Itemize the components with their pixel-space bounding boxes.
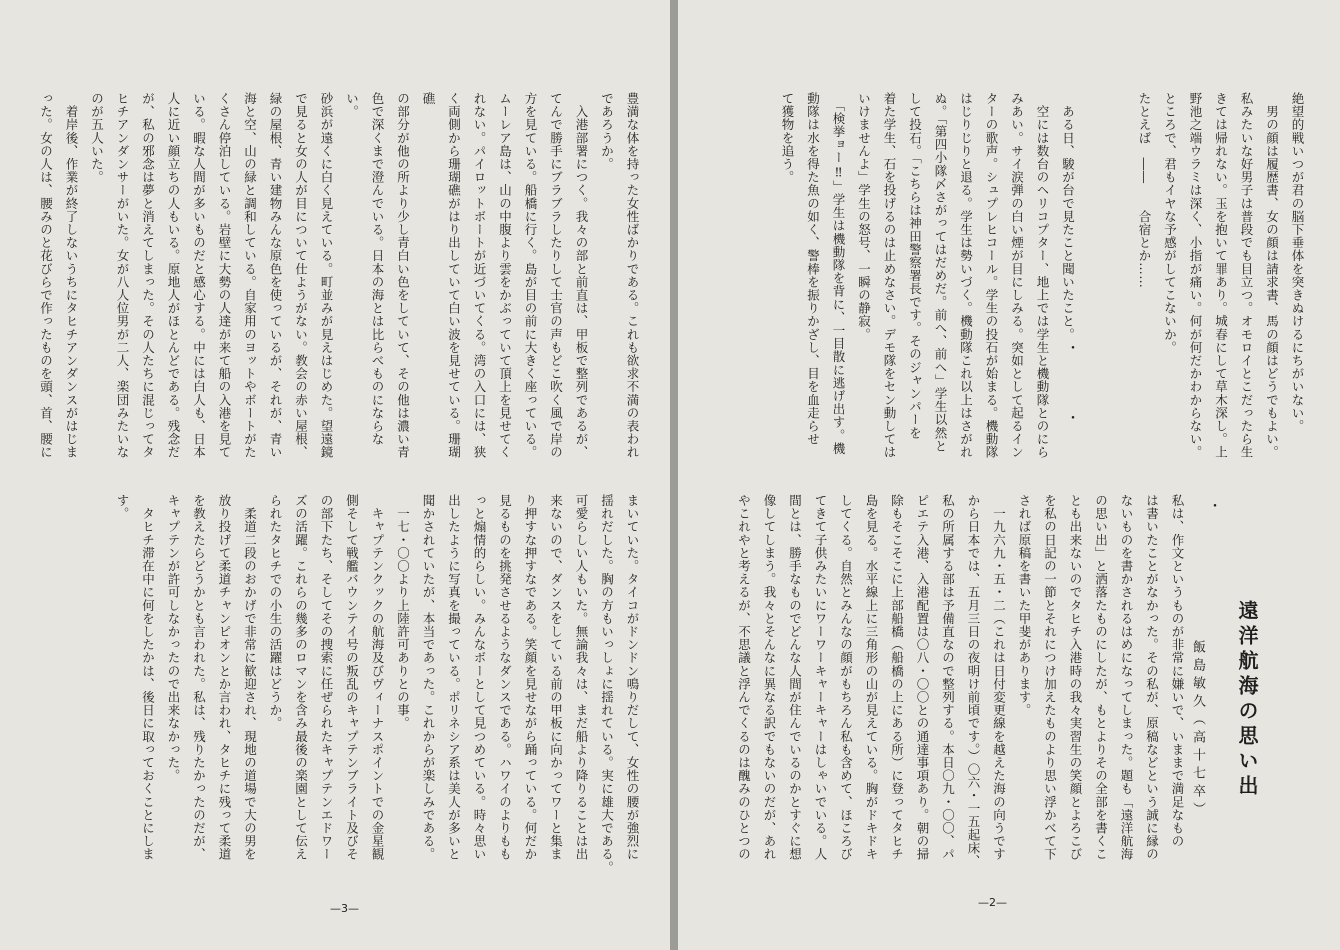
article-title: 遠洋航海の思い出 — [1235, 600, 1259, 800]
left-lower-text: まいていた。タイコがドンドン鳴りだして、女性の腰が強烈に 揺れだした。胸の方もいっしょに揺れている。実に雄大である。 可愛らしい人もいた。無論我々は、まだ船より降りることは出 来ないので、ダンスをしている前の甲板に向かってワーと集ま り押すな押すなである。笑顔を見せながら踊っている。何だか 見るものを挑発させるようなダンスである。ハワイのよりもも っと煽情的らしい。みんなボーとして見つめている。時々思い 出したように写真を撮っている。ポリネシア系は美人が多いと 聞かされていたが、本当であった。これからが楽しみである。 一七・〇〇より上陸許可ありとの事。 キャプテンクックの航海及びヴィーナスポイントでの金星観 側そして戦艦バウンテイ号の叛乱のキャプテンブライト及びそ の部下たち、そしてその捜索に任ぜられたキャプテンエドワー ズの活躍。これらの幾多のロマンを含み最後の楽園として伝え られたタヒチでの小生の活躍はどうか。 柔道二段のおかげで非常に歓迎され、現地の道場で大の男を 放り投げて柔道チャンピオンとか言われ、タヒチに残って柔道 を教えたらどうかとも言われた。私は、残りたかったのだが、 キャプテンが許可しなかったので出来なかった。 タヒチ滞在中に何をしたかは、後日に取っておくことにしま す。 — [115, 494, 640, 874]
left-upper-text: 豊満な体を持った女性ばかりである。これも欲求不満の表われ であろうか。 入港部署につく。我々の部と前直は、甲板で整列であるが、 てんで勝手にブラブラしたりして士官の声もどこ吹く風で岸の 方を見ている。船橋に行く。島が目の前に大きく座っている。 ムーレア島は、山の中腹より雲をかぶっていて頂上を見せてく れない。パイロットボートが近づいてくる。湾の入口には、狭 く両側から珊瑚礁がはり出していて白い波を見せている。珊瑚礁 の部分が他の所より少し青白い色をしていて、その他は濃い青 色で深くまで澄んでいる。日本の海とは比らべものにならない。 砂浜が遠くに白く見えている。町並みが見えはじめた。望遠鏡 で見ると女の人が目について仕ようがない。教会の赤い屋根、 緑の屋根、青い建物みんな原色を使っているが、それが、青い 海と空、山の緑と調和している。自家用のヨットやボートがた くさん停泊している。岩壁に大勢の人達が来て船の入港を見て いる。暇な人間が多いものだと感心する。中には白人も、日本 人に近い顔立ちの人もいる。原地人がほとんどである。残念だ が、私の邪念は夢と消えてしまった。その人たちに混じってタ ヒチアンダンサーがいた。女が八人位男が二人、楽団みたいな のが五人いた。 着岸後、作業が終了しないうちにタヒチアンダンスがはじま った。女の人は、腰みのと花びらで作ったものを頭、首、腰に — [38, 92, 640, 459]
separator-dot: ・ — [1208, 499, 1222, 515]
right-lower-text: 私は、作文というものが非常に嫌いで、いままで満足なもの は書いたことがなかった。その私が、原稿などという誠に縁の ないものを書かされるはめになってしまった。題も「遠洋航海 の思い出」と洒落たものにしたが、もとよりその全部を書くこ とも出来ないのでタヒチ入港時の我々実習生の笑顔とよろこび を私の日記の一節とそれにつけ加えたものより思い浮かべて下 されば原稿を書いた甲斐があります。 一九六九・五・二（これは日付変更線を越えた海の向うです から日本では、五月三日の夜明け前頃です。）〇六・一五起床、 私の所属する部は予備直なので整列する。本日〇九・〇〇、パ ピエテ入港、入港配置は〇八・〇〇との通達事項あり。朝の掃 除もそこそこに上部船橋（船橋の上にある所）に登ってタヒチ 島を見る。水平線上に三角形の山が見えている。胸がドキドキ してくる。自然とみんなの顔がもちろん私も含めて、ほころび てきて子供みたいにワーワーキャーキャーはしゃいでいる。人 間とは、勝手なものでどんな人間が住んでいるのかとすぐに想 像してしまう。我々とそんなに異なる訳でもないのだが、あれ やこれやと考えるが、不思議と浮んでくるのは醜みのひとつの — [736, 494, 1185, 868]
article-author: 飯島敏久（高十七卒） — [1190, 640, 1205, 820]
right-page-number: —2— — [978, 896, 1007, 909]
binding-gutter — [670, 0, 678, 950]
left-page-number: —3— — [330, 902, 359, 915]
separator-dot: ・ — [1066, 341, 1080, 357]
right-upper-text: 絶望的戦いつが君の脳下垂体を突きぬけるにちがいない。 男の顔は履歴書、女の顔は請求書、馬の顔はどうでもよい。 私みたいな好男子は普段でも目立つ。オモロイとこだったら生 きては帰れない。玉を抱いて罪あり。城春にして草木深し。上 野池之端ウラミは深く、小指が痛い。何が何だかわからない。 ところで、君もイヤな予感がしてこないか。 たとえば ―― 合宿とか…… ある日、駿が台で見たこと聞いたこと。 空には数台のヘリコプター、地上では学生と機動隊とのにら みあい。サイ涙弾の白い煙が目にしみる。突如として起るイン ターの歌声。シュプレヒコール。学生の投石が始まる。機動隊 はじりじりと退る。学生は勢いづく。機動隊これ以上はさがれ ぬ。「第四小隊〆さがってはだめだ。前へ、前へ」学生以然と して投石。「こちらは神田警察署長です。そのジャンパーを 着た学生、石を投げるのは止めなさい。デモ隊をセン動しては いけませんよ」学生の怒号、一瞬の静寂。 「検挙ョー‼」学生は機動隊を背に、一目散に逃げ出す。機 動隊は水を得た魚の如く、警棒を振りかざし、目を血走らせ て獲物を追う。 — [780, 92, 1305, 459]
separator-dot: ・ — [1066, 411, 1080, 427]
right-page — [678, 0, 1340, 950]
